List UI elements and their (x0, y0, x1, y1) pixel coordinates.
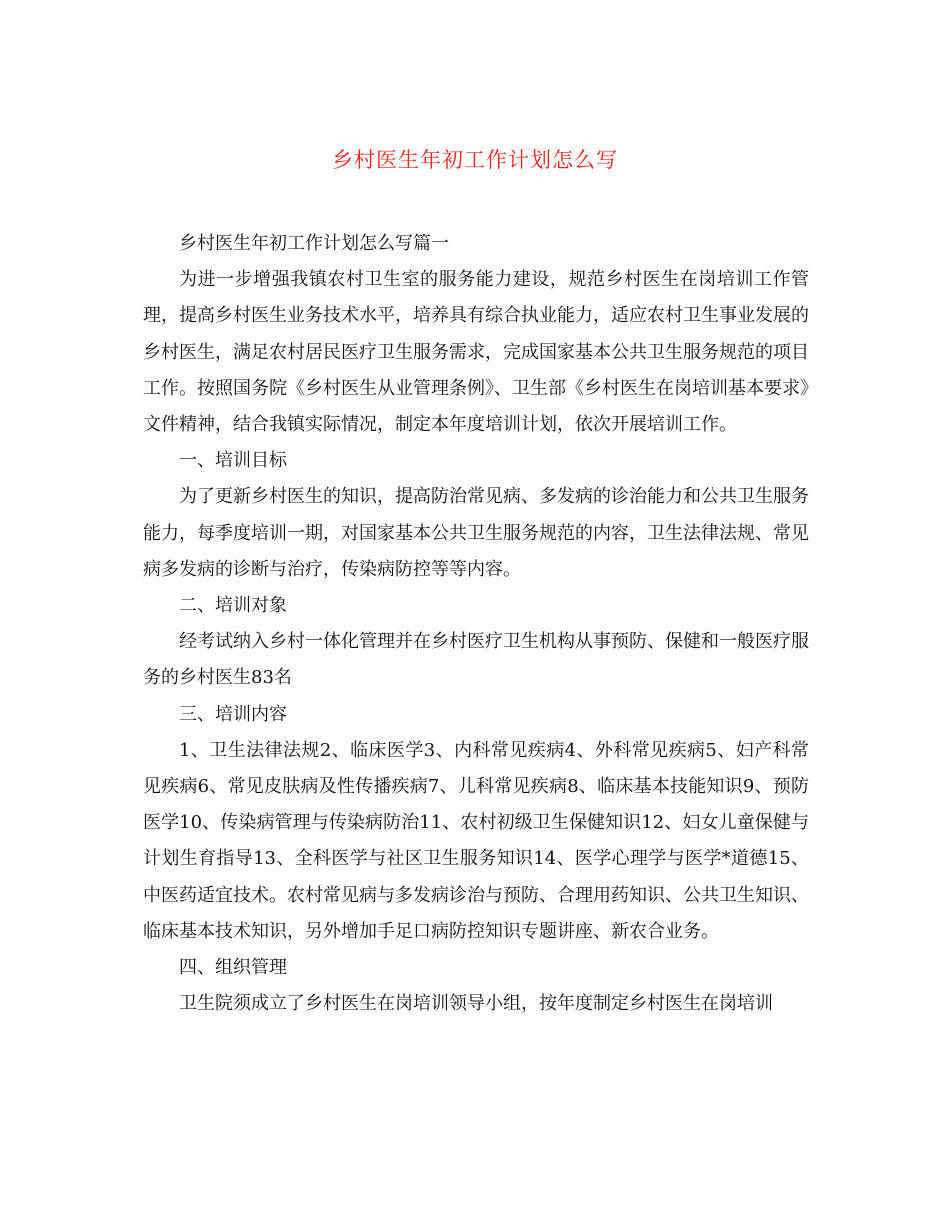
paragraph-goals: 为了更新乡村医生的知识，提高防治常见病、多发病的诊治能力和公共卫生服务能力，每季度培训一期，对国家基本公共卫生服务规范的内容，卫生法律法规、常见病多发病的诊断与治疗，传染病防控等等内容。 (143, 486, 809, 580)
document-body (143, 226, 809, 1022)
paragraph-intro: 为进一步增强我镇农村卫生室的服务能力建设，规范乡村医生在岗培训工作管理，提高乡村医生业务技术水平，培养具有综合执业能力，适应农村卫生事业发展的乡村医生，满足农村居民医疗卫生服务需求，完成国家基本公共卫生服务规范的项目工作。按照国务院《乡村医生从业管理条例》、卫生部《乡村医生在岗培训基本要求》文件精神，结合我镇实际情况，制定本年度培训计划，依次开展培训工作。 (143, 269, 809, 436)
paragraph-heading-targets: 二、培训对象 (179, 595, 287, 617)
paragraph-heading-management: 四、组织管理 (179, 957, 287, 979)
paragraph-management: 卫生院须成立了乡村医生在岗培训领导小组，按年度制定乡村医生在岗培训 (179, 993, 773, 1015)
document-title: 乡村医生年初工作计划怎么写 (332, 148, 618, 172)
paragraph-content: 1、卫生法律法规2、临床医学3、内科常见疾病4、外科常见疾病5、妇产科常见疾病6、常见皮肤病及性传播疾病7、儿科常见疾病8、临床基本技能知识9、预防医学10、传染病管理与传染病防治11、农村初级卫生保健知识12、妇女儿童保健与计划生育指导13、全科医学与社区卫生服务知识14、医学心理学与医学*道德15、中医药适宜技术。农村常见病与多发病诊治与预防、合理用药知识、公共卫生知识、临床基本技术知识，另外增加手足口病防控知识专题讲座、新农合业务。 (143, 739, 809, 942)
paragraph-heading-content: 三、培训内容 (179, 703, 287, 725)
paragraph-heading-section: 乡村医生年初工作计划怎么写篇一 (179, 233, 449, 254)
paragraph-heading-goals: 一、培训目标 (179, 450, 287, 472)
paragraph-targets: 经考试纳入乡村一体化管理并在乡村医疗卫生机构从事预防、保健和一般医疗服务的乡村医生83名 (143, 631, 809, 689)
